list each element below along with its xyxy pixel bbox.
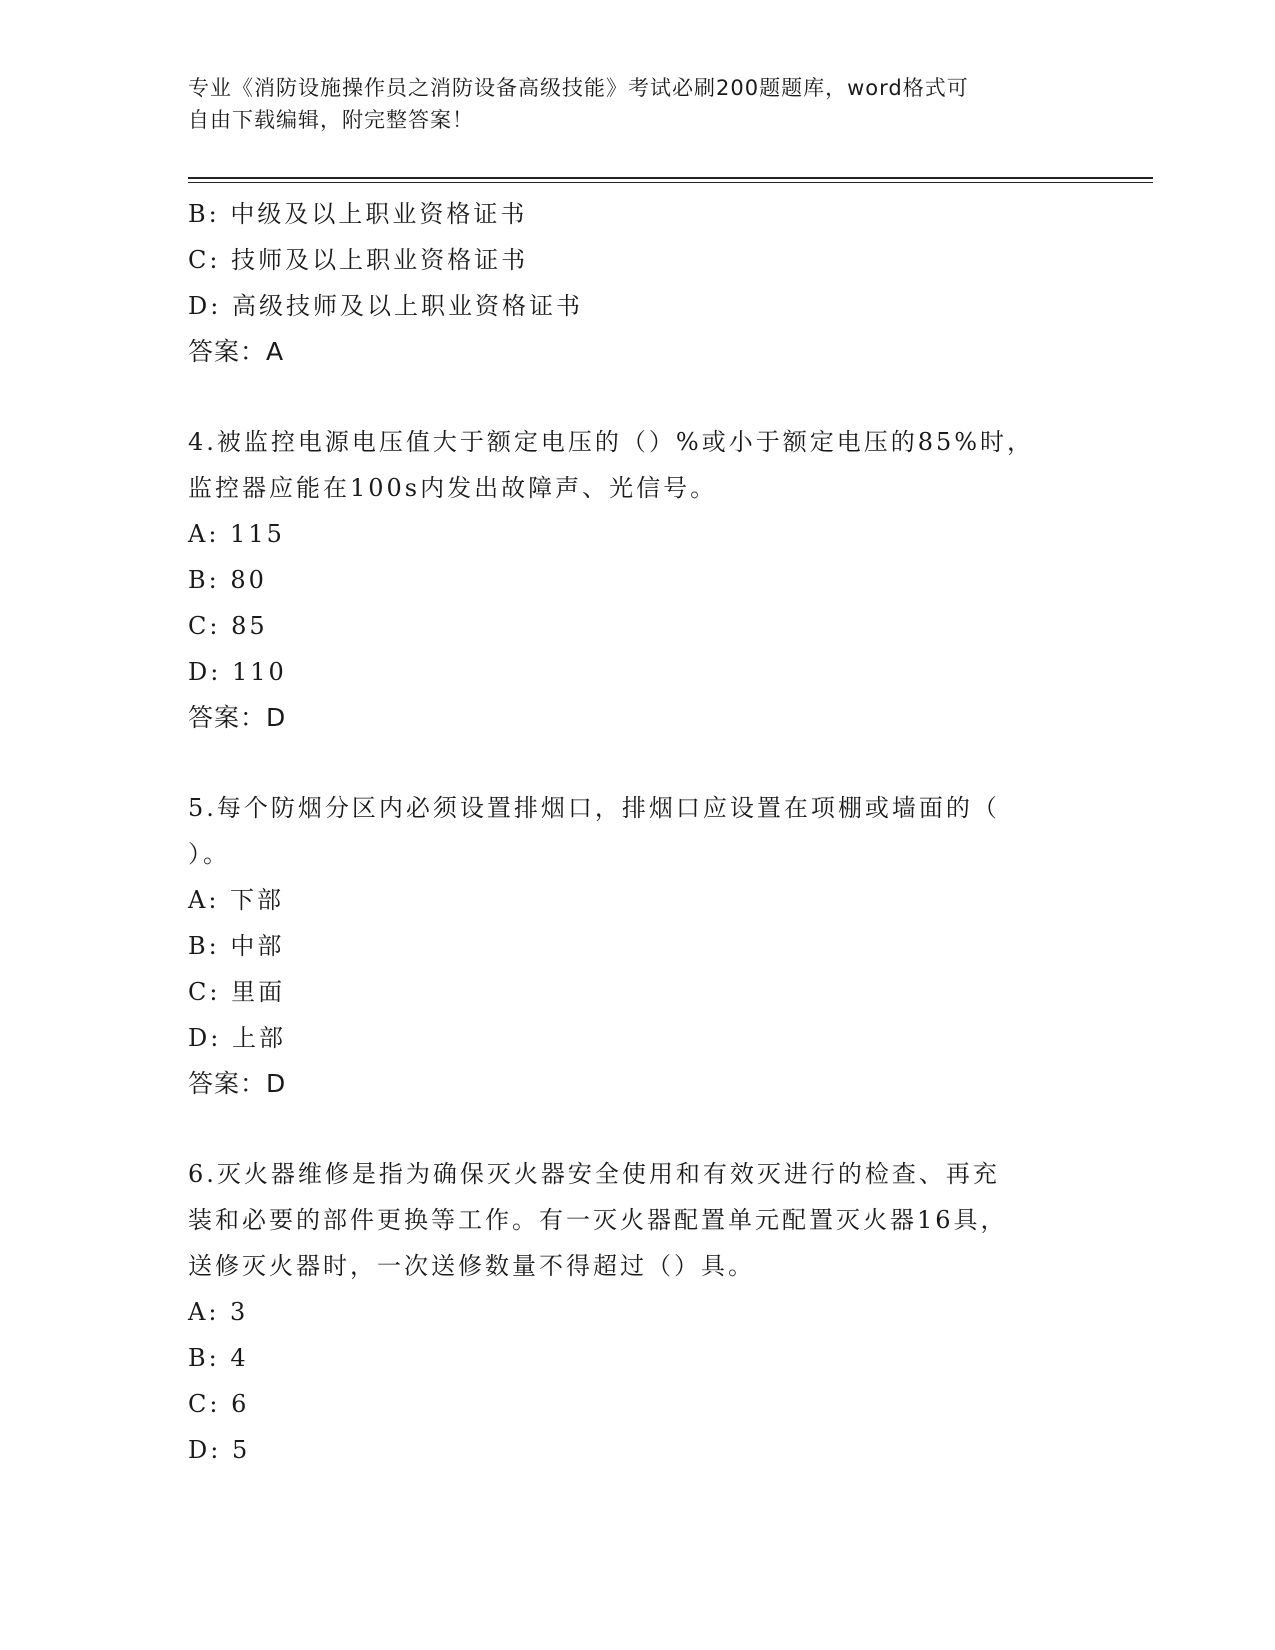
question-stem-line: 4.被监控电源电压值大于额定电压的（）%或小于额定电压的85%时，	[188, 428, 1035, 456]
option-d: D: 高级技师及以上职业资格证书	[188, 292, 583, 320]
answer-line: 答案：D	[188, 703, 287, 732]
header-line-2: 自由下载编辑，附完整答案！	[188, 108, 474, 132]
option-c: C: 6	[188, 1390, 250, 1418]
option-c: C: 技师及以上职业资格证书	[188, 246, 529, 274]
option-d: D: 5	[188, 1436, 251, 1464]
option-b: B: 80	[188, 566, 267, 594]
option-b: B: 中级及以上职业资格证书	[188, 200, 528, 228]
question-5	[188, 785, 1088, 1107]
option-d: D: 110	[188, 658, 287, 686]
option-a: A: 3	[188, 1298, 249, 1326]
question-stem-line: 5.每个防烟分区内必须设置排烟口，排烟口应设置在项棚或墙面的（	[188, 794, 1000, 822]
option-a: A: 115	[188, 520, 285, 548]
question-stem-line: 监控器应能在100s内发出故障声、光信号。	[188, 474, 718, 502]
question-stem-line: ）。	[188, 840, 230, 868]
option-d: D: 上部	[188, 1024, 286, 1052]
option-c: C: 85	[188, 612, 268, 640]
header-line-1: 专业《消防设施操作员之消防设备高级技能》考试必刷200题题库，word格式可	[188, 76, 969, 100]
question-stem-line: 6.灭火器维修是指为确保灭火器安全使用和有效灭进行的检查、再充	[188, 1160, 1000, 1188]
question-stem-line: 送修灭火器时，一次送修数量不得超过（）具。	[188, 1252, 755, 1280]
question-4	[188, 419, 1088, 741]
header-divider-thin	[188, 182, 1153, 183]
question-list	[188, 191, 1088, 1473]
option-b: B: 4	[188, 1344, 249, 1372]
document-header	[188, 72, 1068, 136]
question-stem-line: 装和必要的部件更换等工作。有一灭火器配置单元配置灭火器16具，	[188, 1206, 1008, 1234]
question-3	[188, 191, 1088, 375]
answer-line: 答案：A	[188, 337, 285, 366]
question-6	[188, 1151, 1088, 1473]
header-divider-thick	[188, 177, 1153, 179]
option-a: A: 下部	[188, 886, 285, 914]
answer-line: 答案：D	[188, 1069, 287, 1098]
option-b: B: 中部	[188, 932, 285, 960]
option-c: C: 里面	[188, 978, 286, 1006]
